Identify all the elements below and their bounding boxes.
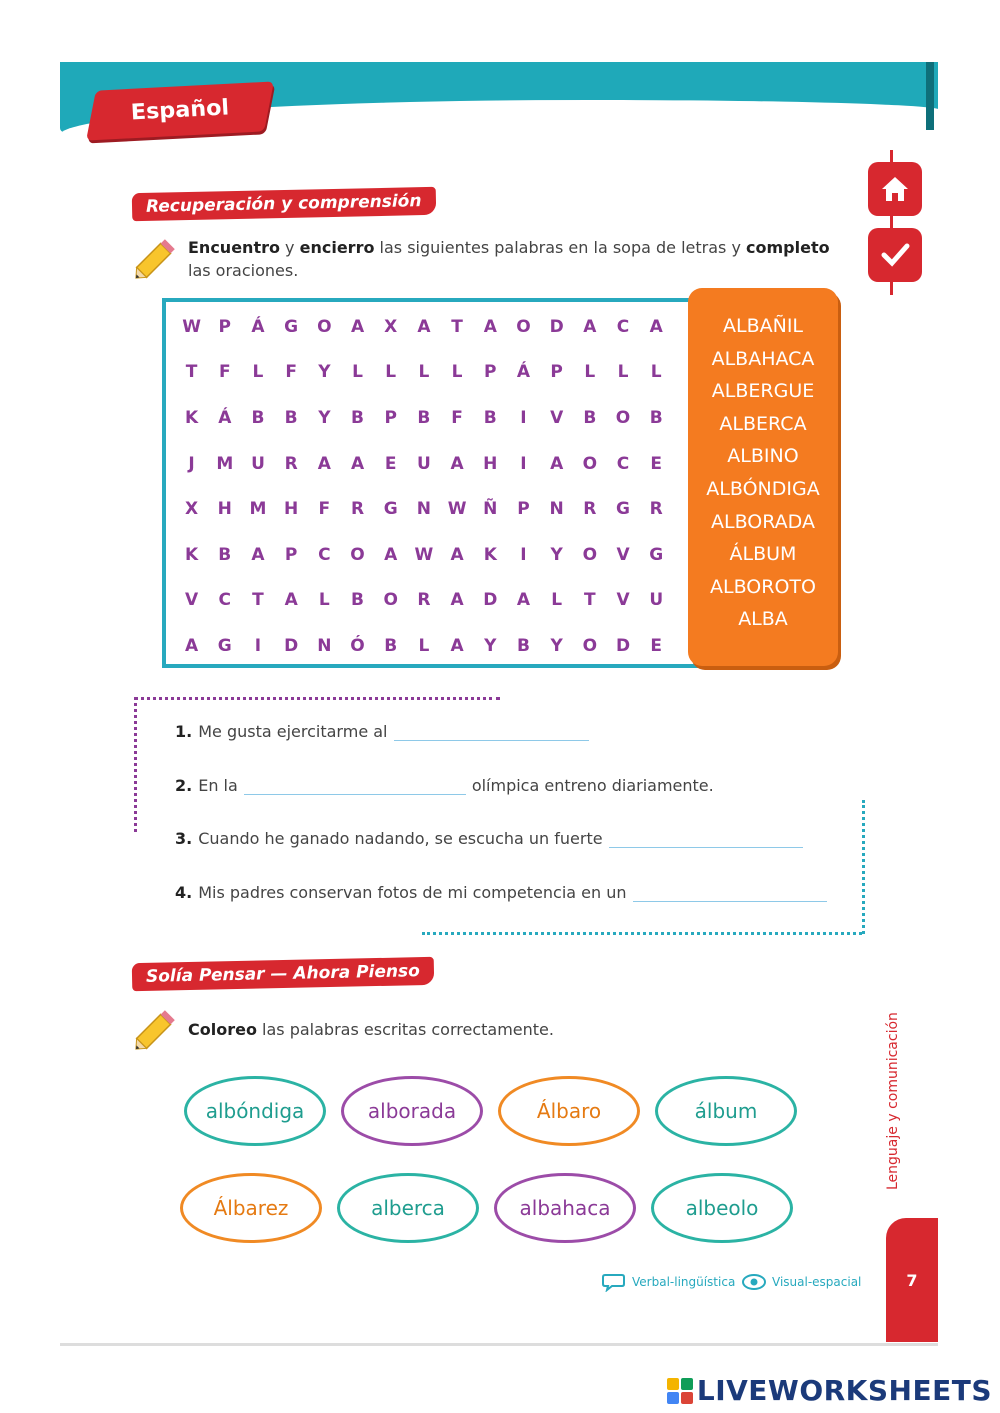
oval-label: albóndiga xyxy=(205,1099,305,1123)
grid-letter[interactable]: A xyxy=(583,316,597,337)
grid-letter[interactable]: N xyxy=(549,499,564,520)
sentence-text: Mis padres conservan fotos de mi competencia en un xyxy=(198,883,627,902)
grid-letter[interactable]: R xyxy=(284,453,298,474)
grid-letter[interactable]: V xyxy=(550,407,564,428)
liveworksheets-logo-icon xyxy=(667,1378,693,1404)
dotted-border xyxy=(134,697,137,832)
word-oval-5[interactable] xyxy=(180,1173,322,1243)
grid-letter[interactable]: A xyxy=(450,590,464,611)
sentence-text: Me gusta ejercitarme al xyxy=(198,722,388,741)
grid-letter[interactable]: Á xyxy=(218,407,232,428)
oval-label: alborada xyxy=(367,1099,457,1123)
sentence-1 xyxy=(175,722,595,741)
grid-letter[interactable]: P xyxy=(484,362,497,383)
sentence-number: 4. xyxy=(175,883,193,902)
grid-letter[interactable]: C xyxy=(616,453,630,474)
grid-letter[interactable]: A xyxy=(550,453,564,474)
grid-letter[interactable]: L xyxy=(352,362,363,383)
grid-letter[interactable]: Ó xyxy=(350,635,365,656)
dotted-border xyxy=(862,800,865,934)
header-edge xyxy=(926,62,934,130)
sentence-2 xyxy=(175,776,714,795)
grid-letter[interactable]: A xyxy=(384,544,398,565)
grid-letter[interactable]: L xyxy=(551,590,563,611)
grid-letter[interactable]: B xyxy=(649,407,663,428)
grid-letter[interactable]: A xyxy=(450,635,464,656)
grid-letter[interactable]: A xyxy=(350,316,365,337)
grid-letter[interactable]: A xyxy=(417,316,431,337)
speech-bubble-icon xyxy=(602,1272,626,1292)
word-list-item: ALBOROTO xyxy=(710,575,816,598)
grid-letter[interactable]: P xyxy=(550,362,563,383)
grid-letter[interactable]: L xyxy=(584,362,596,383)
grid-row xyxy=(175,578,675,624)
grid-letter[interactable]: B xyxy=(218,544,232,565)
grid-letter[interactable]: L xyxy=(252,362,264,383)
word-oval-1[interactable] xyxy=(184,1076,326,1146)
grid-letter[interactable]: O xyxy=(350,544,365,565)
instruction-text: y xyxy=(279,238,300,257)
grid-letter[interactable]: D xyxy=(549,316,564,337)
grid-row xyxy=(175,350,675,396)
liveworksheets-brand[interactable] xyxy=(667,1374,992,1407)
grid-letter[interactable]: E xyxy=(650,453,663,474)
grid-letter[interactable]: F xyxy=(451,407,463,428)
grid-letter[interactable]: D xyxy=(284,635,299,656)
brand-label: LIVEWORKSHEETS xyxy=(696,1374,992,1407)
grid-letter[interactable]: T xyxy=(185,362,198,383)
word-list-box xyxy=(688,288,838,666)
word-search-grid[interactable] xyxy=(175,304,675,669)
word-oval-2[interactable] xyxy=(341,1076,483,1146)
grid-letter[interactable]: A xyxy=(450,453,464,474)
sentence-4 xyxy=(175,883,833,902)
word-list-item: ALBINO xyxy=(727,445,799,468)
grid-letter[interactable]: Ñ xyxy=(483,499,498,520)
word-list-item: ÁLBUM xyxy=(729,543,797,566)
grid-letter[interactable]: D xyxy=(615,635,631,656)
word-list-item: ALBERCA xyxy=(719,412,807,435)
grid-row xyxy=(175,532,675,578)
grid-letter[interactable]: B xyxy=(351,407,365,428)
grid-letter[interactable]: I xyxy=(520,407,527,428)
section-title-solia-pensar: Solía Pensar — Ahora Pienso xyxy=(132,957,434,991)
grid-letter[interactable]: F xyxy=(218,362,231,383)
oval-label: Álbaro xyxy=(536,1099,602,1123)
answer-blank-2[interactable] xyxy=(244,776,466,795)
word-oval-3[interactable] xyxy=(498,1076,640,1146)
grid-letter[interactable]: O xyxy=(582,544,598,565)
instruction-verb-2: encierro xyxy=(299,238,375,257)
grid-letter[interactable]: Y xyxy=(484,635,497,656)
grid-letter[interactable]: H xyxy=(284,499,299,520)
grid-letter[interactable]: H xyxy=(217,499,232,520)
subject-label: Español xyxy=(130,95,230,126)
grid-letter[interactable]: E xyxy=(650,635,663,656)
grid-letter[interactable]: B xyxy=(583,407,597,428)
answer-blank-3[interactable] xyxy=(609,829,803,848)
answer-blank-1[interactable] xyxy=(394,722,589,741)
grid-letter[interactable]: K xyxy=(185,544,199,565)
sentence-text: En la xyxy=(198,776,238,795)
check-button[interactable] xyxy=(868,228,922,282)
grid-letter[interactable]: U xyxy=(649,590,664,611)
home-icon xyxy=(880,175,910,203)
grid-letter[interactable]: A xyxy=(185,635,199,656)
grid-letter[interactable]: U xyxy=(251,453,265,474)
word-oval-7[interactable] xyxy=(494,1173,636,1243)
sentence-number: 3. xyxy=(175,829,193,848)
oval-label: álbum xyxy=(694,1099,758,1123)
grid-letter[interactable]: A xyxy=(251,544,265,565)
grid-letter[interactable]: L xyxy=(318,590,330,611)
grid-row xyxy=(175,486,675,532)
grid-letter[interactable]: O xyxy=(317,316,332,337)
grid-letter[interactable]: R xyxy=(350,499,365,520)
grid-letter[interactable]: W xyxy=(447,499,467,520)
grid-letter[interactable]: F xyxy=(285,362,297,383)
grid-letter[interactable]: C xyxy=(318,544,331,565)
check-icon xyxy=(880,241,910,269)
vertical-subject-label: Lenguaje y comunicación xyxy=(885,1012,901,1190)
pencil-icon xyxy=(128,232,182,286)
grid-letter[interactable]: V xyxy=(616,544,630,565)
grid-letter[interactable]: A xyxy=(450,544,464,565)
grid-letter[interactable]: L xyxy=(418,362,430,383)
grid-letter[interactable]: B xyxy=(251,407,265,428)
eye-icon xyxy=(742,1272,766,1292)
word-list-item: ALBERGUE xyxy=(711,380,815,403)
grid-letter[interactable]: U xyxy=(417,453,431,474)
section-title-comprension: Recuperación y comprensión xyxy=(132,187,436,221)
instruction-verb: Coloreo xyxy=(188,1020,257,1039)
home-button[interactable] xyxy=(868,162,922,216)
grid-letter[interactable]: A xyxy=(284,590,298,611)
sentence-text: olímpica entreno diariamente. xyxy=(471,776,714,795)
instruction-text: las palabras escritas correctamente. xyxy=(256,1020,554,1039)
grid-letter[interactable]: I xyxy=(520,544,527,565)
instruction-text: las siguientes palabras en la sopa de letras y xyxy=(374,238,747,257)
grid-row xyxy=(175,304,675,350)
grid-letter[interactable]: Y xyxy=(550,635,563,656)
word-oval-8[interactable] xyxy=(651,1173,793,1243)
grid-letter[interactable]: G xyxy=(649,544,664,565)
grid-letter[interactable]: B xyxy=(516,635,530,656)
word-list-item: ALBORADA xyxy=(711,510,815,533)
grid-letter[interactable]: K xyxy=(185,407,199,428)
tag-verbal xyxy=(602,1272,735,1292)
grid-letter[interactable]: A xyxy=(317,453,331,474)
grid-letter[interactable]: T xyxy=(451,316,463,337)
instruction-1 xyxy=(188,236,848,282)
grid-letter[interactable]: I xyxy=(520,453,527,474)
grid-letter[interactable]: R xyxy=(649,499,663,520)
grid-letter[interactable]: B xyxy=(417,407,431,428)
grid-letter[interactable]: W xyxy=(182,316,201,337)
grid-letter[interactable]: O xyxy=(582,453,598,474)
grid-letter[interactable]: A xyxy=(350,453,365,474)
grid-letter[interactable]: D xyxy=(483,590,498,611)
instruction-text: las oraciones. xyxy=(188,261,299,280)
sentence-text: Cuando he ganado nadando, se escucha un fuerte xyxy=(198,829,603,848)
word-oval-4[interactable] xyxy=(655,1076,797,1146)
grid-letter[interactable]: Á xyxy=(516,362,531,383)
sentence-3 xyxy=(175,829,809,848)
grid-letter[interactable]: M xyxy=(216,453,234,474)
word-list-item: ALBAÑIL xyxy=(722,315,804,337)
grid-letter[interactable]: B xyxy=(351,590,365,611)
grid-row xyxy=(175,395,675,441)
grid-letter[interactable]: L xyxy=(650,362,662,383)
dotted-border xyxy=(134,697,500,700)
grid-letter[interactable]: G xyxy=(284,316,299,337)
instruction-verb-1: Encuentro xyxy=(188,238,280,257)
grid-letter[interactable]: V xyxy=(185,590,199,611)
grid-letter[interactable]: O xyxy=(516,316,531,337)
grid-letter[interactable]: B xyxy=(483,407,497,428)
grid-letter[interactable]: W xyxy=(414,544,434,565)
oval-label: Álbarez xyxy=(213,1196,289,1220)
grid-letter[interactable]: M xyxy=(249,499,267,520)
grid-letter[interactable]: C xyxy=(616,316,630,337)
grid-letter[interactable]: O xyxy=(383,590,398,611)
tag-visual xyxy=(742,1272,861,1292)
grid-letter[interactable]: E xyxy=(384,453,397,474)
grid-letter[interactable]: G xyxy=(217,635,232,656)
oval-label: alberca xyxy=(371,1196,445,1220)
grid-row xyxy=(175,623,675,669)
grid-letter[interactable]: G xyxy=(383,499,398,520)
page-bottom-rule xyxy=(60,1343,938,1346)
grid-letter[interactable]: B xyxy=(384,635,398,656)
grid-letter[interactable]: V xyxy=(616,590,630,611)
grid-letter[interactable]: L xyxy=(617,362,629,383)
grid-letter[interactable]: A xyxy=(483,316,497,337)
grid-letter[interactable]: B xyxy=(284,407,298,428)
grid-letter[interactable]: N xyxy=(317,635,332,656)
grid-letter[interactable]: G xyxy=(616,499,631,520)
grid-row xyxy=(175,441,675,487)
pencil-icon xyxy=(128,1003,182,1057)
grid-letter[interactable]: Y xyxy=(550,544,563,565)
grid-letter[interactable]: A xyxy=(516,590,531,611)
grid-letter[interactable]: I xyxy=(254,635,262,656)
oval-label: albeolo xyxy=(685,1196,759,1220)
grid-letter[interactable]: O xyxy=(582,635,598,656)
word-list-item: ALBÓNDIGA xyxy=(706,477,820,500)
grid-letter[interactable]: K xyxy=(483,544,497,565)
grid-letter[interactable]: Y xyxy=(318,407,331,428)
tag-verbal-label: Verbal-lingüística xyxy=(632,1275,736,1289)
grid-letter[interactable]: P xyxy=(517,499,530,520)
grid-letter[interactable]: P xyxy=(384,407,397,428)
grid-letter[interactable]: J xyxy=(188,453,195,474)
grid-letter[interactable]: R xyxy=(583,499,597,520)
grid-letter[interactable]: F xyxy=(318,499,331,520)
word-oval-6[interactable] xyxy=(337,1173,479,1243)
grid-letter[interactable]: X xyxy=(185,499,199,520)
grid-letter[interactable]: A xyxy=(649,316,663,337)
answer-blank-4[interactable] xyxy=(633,883,827,902)
grid-letter[interactable]: L xyxy=(451,362,463,383)
instruction-2 xyxy=(188,1018,554,1041)
grid-letter[interactable]: L xyxy=(418,635,430,656)
sentence-number: 2. xyxy=(175,776,193,795)
grid-letter[interactable]: O xyxy=(615,407,631,428)
page-number: 7 xyxy=(906,1270,918,1290)
grid-letter[interactable]: Y xyxy=(318,362,331,383)
sentence-number: 1. xyxy=(175,722,193,741)
grid-letter[interactable]: L xyxy=(385,362,397,383)
grid-letter[interactable]: R xyxy=(417,590,431,611)
grid-letter[interactable]: C xyxy=(218,590,232,611)
subject-badge xyxy=(86,81,274,140)
grid-letter[interactable]: P xyxy=(284,544,298,565)
word-list-item: ALBA xyxy=(738,608,788,631)
instruction-verb-3: completo xyxy=(746,238,830,257)
page-number-tab xyxy=(886,1218,938,1342)
grid-letter[interactable]: X xyxy=(384,316,398,337)
oval-label: albahaca xyxy=(519,1196,611,1220)
grid-letter[interactable]: P xyxy=(218,316,232,337)
dotted-border xyxy=(422,932,862,935)
grid-letter[interactable]: T xyxy=(252,590,264,611)
word-list-item: ALBAHACA xyxy=(711,347,815,370)
tag-visual-label: Visual-espacial xyxy=(772,1275,862,1289)
grid-letter[interactable]: H xyxy=(483,453,498,474)
grid-letter[interactable]: N xyxy=(416,499,432,520)
grid-letter[interactable]: T xyxy=(584,590,596,611)
grid-letter[interactable]: Á xyxy=(251,316,265,337)
